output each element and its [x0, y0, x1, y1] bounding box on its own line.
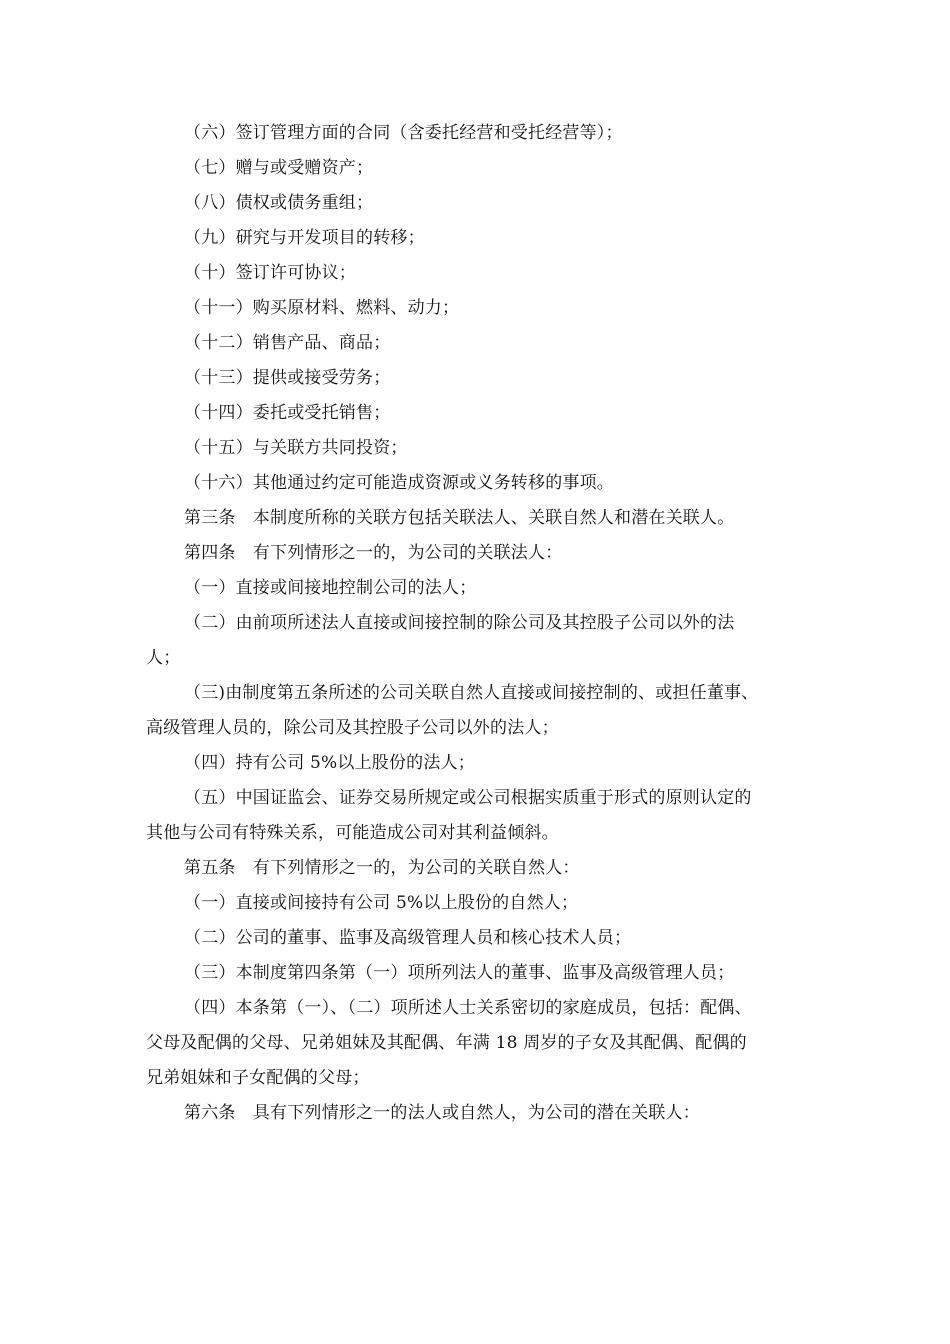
text-line: （十六）其他通过约定可能造成资源或义务转移的事项。 — [184, 473, 614, 493]
text-line: （十三）提供或接受劳务； — [184, 368, 391, 388]
text-line: （十一）购买原材料、燃料、动力； — [184, 298, 460, 318]
text-line: 兄弟姐妹和子女配偶的父母； — [146, 1068, 370, 1088]
text-line: （一）直接或间接地控制公司的法人； — [184, 578, 477, 598]
text-line: （九）研究与开发项目的转移； — [184, 228, 425, 248]
text-line: （二）公司的董事、监事及高级管理人员和核心技术人员； — [184, 928, 632, 948]
text-line: （四）持有公司 5%以上股份的法人； — [184, 753, 475, 773]
text-line: 人； — [146, 648, 181, 668]
text-line: （八）债权或债务重组； — [184, 193, 374, 213]
text-line: （二）由前项所述法人直接或间接控制的除公司及其控股子公司以外的法 — [184, 613, 735, 633]
article-heading-line: 第三条 本制度所称的关联方包括关联法人、关联自然人和潜在关联人。 — [184, 508, 735, 528]
text-line: 父母及配偶的父母、兄弟姐妹及其配偶、年满 18 周岁的子女及其配偶、配偶的 — [146, 1033, 747, 1053]
text-line: （六）签订管理方面的合同（含委托经营和受托经营等）； — [184, 123, 623, 143]
text-line: （十二）销售产品、商品； — [184, 333, 391, 353]
text-line: （三）本制度第四条第（一）项所列法人的董事、监事及高级管理人员； — [184, 963, 735, 983]
text-line: 高级管理人员的，除公司及其控股子公司以外的法人； — [146, 718, 559, 738]
article-heading-line: 第四条 有下列情形之一的，为公司的关联法人： — [184, 543, 563, 563]
text-line: （七）赠与或受赠资产； — [184, 158, 374, 178]
article-heading-line: 第五条 有下列情形之一的，为公司的关联自然人： — [184, 858, 580, 878]
text-line: （五）中国证监会、证券交易所规定或公司根据实质重于形式的原则认定的 — [184, 788, 752, 808]
text-line: （十）签订许可协议； — [184, 263, 356, 283]
text-line: （四）本条第（一）、（二）项所述人士关系密切的家庭成员，包括：配偶、 — [184, 998, 752, 1018]
article-heading-line: 第六条 具有下列情形之一的法人或自然人，为公司的潜在关联人： — [184, 1103, 700, 1123]
text-line: （十五）与关联方共同投资； — [184, 438, 408, 458]
text-line: （三)由制度第五条所述的公司关联自然人直接或间接控制的、或担任董事、 — [184, 683, 759, 703]
text-line: （十四）委托或受托销售； — [184, 403, 391, 423]
text-line: 其他与公司有特殊关系，可能造成公司对其利益倾斜。 — [146, 823, 559, 843]
document-body — [146, 116, 810, 1131]
text-line: （一）直接或间接持有公司 5%以上股份的自然人； — [184, 893, 579, 913]
